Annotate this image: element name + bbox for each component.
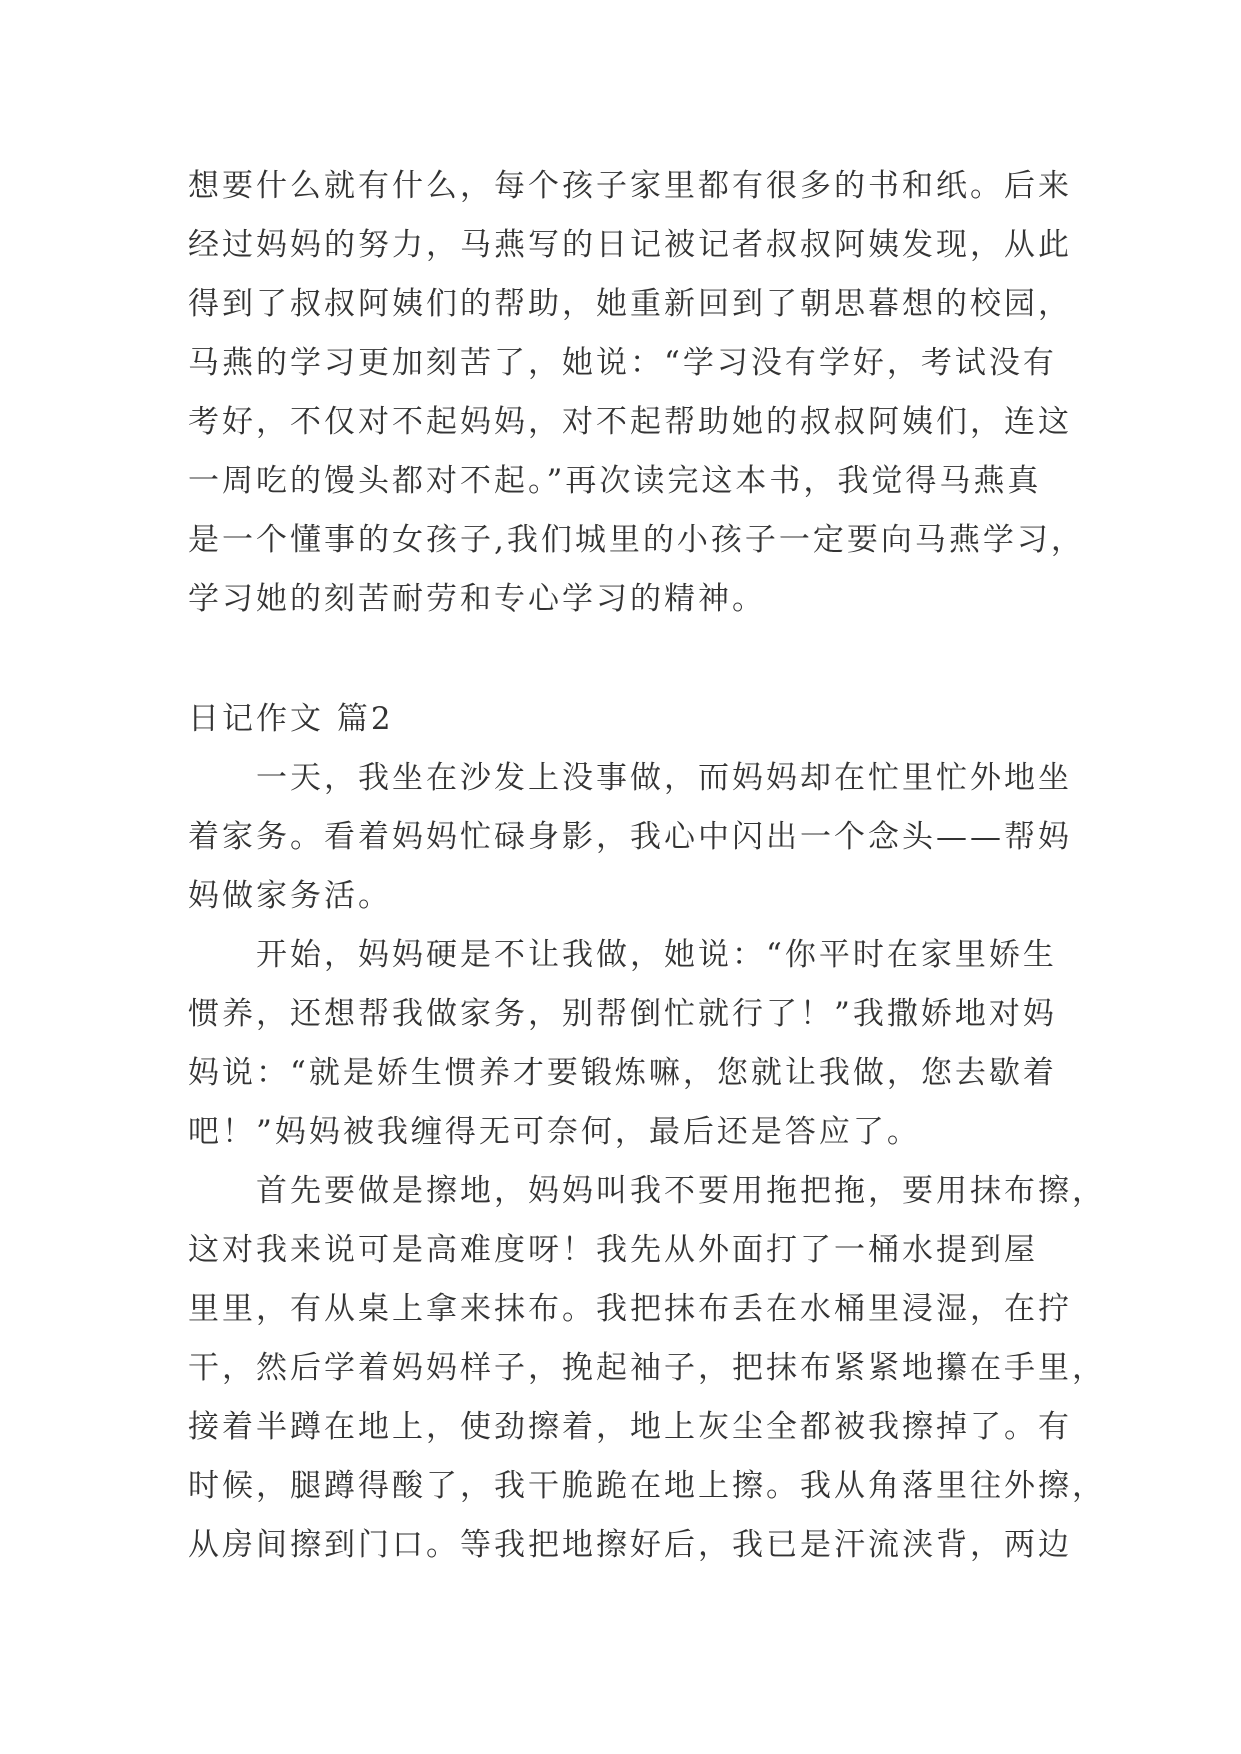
paragraph-line: 干，然后学着妈妈样子，挽起袖子，把抹布紧紧地攥在手里， (188, 1350, 1106, 1386)
paragraph-line: 一周吃的馒头都对不起。”再次读完这本书，我觉得马燕真 (188, 463, 1042, 499)
paragraph-line: 考好，不仅对不起妈妈，对不起帮助她的叔叔阿姨们，连这 (188, 404, 1072, 440)
paragraph-line: 得到了叔叔阿姨们的帮助，她重新回到了朝思暮想的校园， (188, 286, 1072, 322)
paragraph-line: 接着半蹲在地上，使劲擦着，地上灰尘全都被我擦掉了。有 (188, 1409, 1072, 1445)
essay-continuation (188, 157, 1085, 629)
paragraph-line: 吧！”妈妈被我缠得无可奈何，最后还是答应了。 (188, 1114, 921, 1150)
paragraph-line: 学习她的刻苦耐劳和专心学习的精神。 (188, 581, 766, 617)
paragraph-line: 首先要做是擦地，妈妈叫我不要用拖把拖，要用抹布擦， (188, 1173, 1106, 1209)
paragraph-line: 时候，腿蹲得酸了，我干脆跪在地上擦。我从角落里往外擦， (188, 1468, 1106, 1504)
paragraph-line: 从房间擦到门口。等我把地擦好后，我已是汗流浃背，两边 (188, 1527, 1072, 1563)
paragraph-line: 是一个懂事的女孩子,我们城里的小孩子一定要向马燕学习， (188, 522, 1085, 558)
paragraph-line: 想要什么就有什么，每个孩子家里都有很多的书和纸。后来 (188, 168, 1072, 204)
section-title: 日记作文 篇2 (188, 701, 394, 737)
paragraph-line: 里里，有从桌上拿来抹布。我把抹布丢在水桶里浸湿，在拧 (188, 1291, 1072, 1327)
paragraph-line: 马燕的学习更加刻苦了，她说：“学习没有学好，考试没有 (188, 345, 1057, 381)
essay-section-body (188, 749, 1106, 1575)
paragraph-line: 妈说：“就是娇生惯养才要锻炼嘛，您就让我做，您去歇着 (188, 1055, 1057, 1091)
paragraph-line: 妈做家务活。 (188, 878, 392, 914)
paragraph-line: 一天，我坐在沙发上没事做，而妈妈却在忙里忙外地坐 (188, 760, 1072, 796)
paragraph-line: 开始，妈妈硬是不让我做，她说：“你平时在家里娇生 (188, 937, 1057, 973)
paragraph-line: 经过妈妈的努力，马燕写的日记被记者叔叔阿姨发现，从此 (188, 227, 1072, 263)
paragraph-line: 惯养，还想帮我做家务，别帮倒忙就行了！”我撒娇地对妈 (188, 996, 1057, 1032)
paragraph-line: 这对我来说可是高难度呀！我先从外面打了一桶水提到屋 (188, 1232, 1038, 1268)
paragraph-line: 着家务。看着妈妈忙碌身影，我心中闪出一个念头——帮妈 (188, 819, 1072, 855)
